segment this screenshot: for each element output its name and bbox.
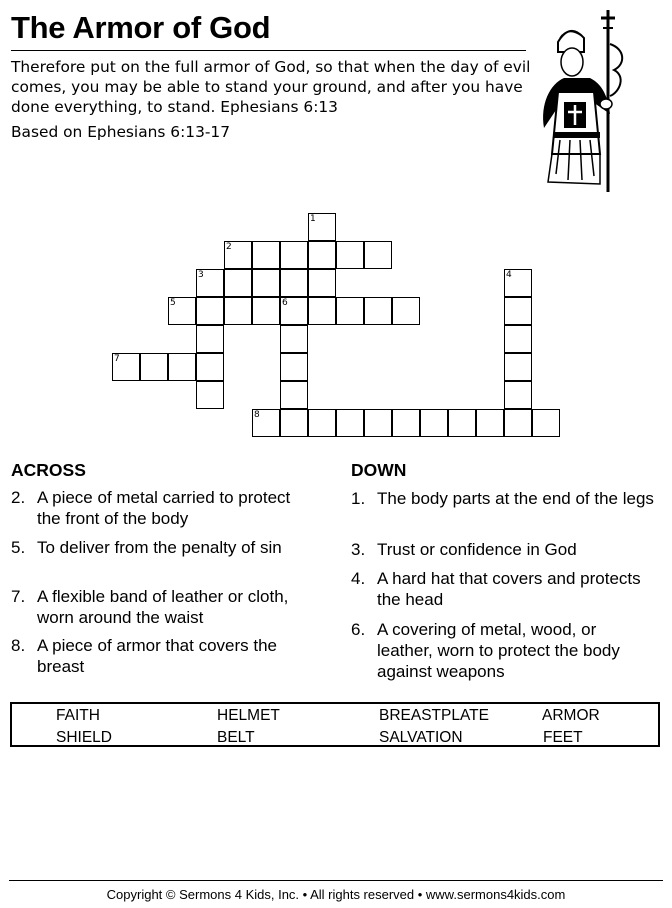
- scripture-verse: Therefore put on the full armor of God, so that when the day of evil comes, you may be able to stand your ground, and after you have done everything, to stand. Ephesians 6:13: [11, 58, 531, 116]
- down-clue-4: [351, 568, 656, 610]
- clue-text: Trust or confidence in God: [377, 540, 577, 559]
- title-divider: [11, 50, 526, 51]
- crossword-cell[interactable]: [504, 353, 532, 381]
- crossword-cell[interactable]: [196, 297, 224, 325]
- word-bank-item: BELT: [217, 729, 255, 746]
- footer-divider: [9, 880, 663, 881]
- clue-number: 2.: [11, 488, 26, 507]
- crossword-cell[interactable]: [252, 269, 280, 297]
- crossword-cell[interactable]: [280, 269, 308, 297]
- down-clue-1: [351, 488, 656, 509]
- page-title: The Armor of God: [11, 10, 271, 45]
- across-clue-7: [11, 586, 311, 628]
- cell-number: 2: [226, 242, 232, 252]
- crossword-cell[interactable]: [364, 409, 392, 437]
- clue-text: A piece of metal carried to protect the front of the body: [37, 488, 291, 528]
- crossword-cell[interactable]: [196, 269, 224, 297]
- down-heading: DOWN: [351, 460, 407, 480]
- crossword-cell[interactable]: [196, 381, 224, 409]
- crossword-cell[interactable]: [364, 297, 392, 325]
- cell-number: 8: [254, 410, 260, 420]
- across-clue-2: [11, 487, 311, 529]
- clue-number: 3.: [351, 540, 366, 559]
- word-bank-item: SHIELD: [56, 729, 112, 746]
- crossword-cell[interactable]: [252, 241, 280, 269]
- cell-number: 3: [198, 270, 204, 280]
- crossword-cell[interactable]: [280, 381, 308, 409]
- crossword-cell[interactable]: [280, 353, 308, 381]
- knight-illustration: [530, 4, 672, 194]
- crossword-cell[interactable]: [308, 297, 336, 325]
- across-heading: ACROSS: [11, 460, 86, 480]
- crossword-cell[interactable]: [336, 241, 364, 269]
- clue-number: 4.: [351, 569, 366, 588]
- crossword-cell[interactable]: [504, 269, 532, 297]
- crossword-cell[interactable]: [364, 241, 392, 269]
- crossword-cell[interactable]: [308, 269, 336, 297]
- crossword-cell[interactable]: [224, 241, 252, 269]
- crossword-cell[interactable]: [532, 409, 560, 437]
- crossword-cell[interactable]: [224, 297, 252, 325]
- scripture-reference: Based on Ephesians 6:13-17: [11, 123, 231, 141]
- crossword-cell[interactable]: [476, 409, 504, 437]
- crossword-cell[interactable]: [336, 297, 364, 325]
- word-bank-item: SALVATION: [379, 729, 463, 746]
- crossword-cell[interactable]: [224, 269, 252, 297]
- crossword-cell[interactable]: [308, 409, 336, 437]
- word-bank-item: FAITH: [56, 707, 100, 724]
- copyright-footer: Copyright © Sermons 4 Kids, Inc. • All rights reserved • www.sermons4kids.com: [106, 887, 566, 902]
- clue-text: A hard hat that covers and protects the head: [377, 569, 641, 609]
- crossword-cell[interactable]: [168, 297, 196, 325]
- down-clue-6: [351, 619, 656, 682]
- word-bank-item: FEET: [543, 729, 583, 746]
- crossword-cell[interactable]: [448, 409, 476, 437]
- across-clue-5: [11, 537, 311, 558]
- cell-number: 5: [170, 298, 176, 308]
- crossword-cell[interactable]: [392, 297, 420, 325]
- crossword-cell[interactable]: [504, 325, 532, 353]
- crossword-cell[interactable]: [504, 409, 532, 437]
- cell-number: 1: [310, 214, 316, 224]
- cell-number: 6: [282, 298, 288, 308]
- crossword-cell[interactable]: [280, 325, 308, 353]
- cell-number: 7: [114, 354, 120, 364]
- crossword-cell[interactable]: [168, 353, 196, 381]
- crossword-cell[interactable]: [140, 353, 168, 381]
- crossword-cell[interactable]: [308, 241, 336, 269]
- crossword-cell[interactable]: [280, 241, 308, 269]
- crossword-cell[interactable]: [196, 325, 224, 353]
- clue-text: A flexible band of leather or cloth, worn around the waist: [37, 587, 289, 627]
- crossword-cell[interactable]: [504, 381, 532, 409]
- clue-number: 6.: [351, 620, 366, 639]
- crossword-cell[interactable]: [252, 409, 280, 437]
- crossword-cell[interactable]: [252, 297, 280, 325]
- clue-number: 7.: [11, 587, 26, 606]
- crossword-cell[interactable]: [196, 353, 224, 381]
- clue-number: 5.: [11, 538, 26, 557]
- word-bank: [10, 702, 660, 747]
- crossword-cell[interactable]: [280, 297, 308, 325]
- clue-text: The body parts at the end of the legs: [377, 489, 654, 508]
- crossword-cell[interactable]: [392, 409, 420, 437]
- word-bank-item: ARMOR: [542, 707, 600, 724]
- down-clue-3: [351, 539, 656, 560]
- word-bank-item: BREASTPLATE: [379, 707, 489, 724]
- clue-number: 8.: [11, 636, 26, 655]
- crossword-cell[interactable]: [112, 353, 140, 381]
- clue-text: A piece of armor that covers the breast: [37, 636, 278, 676]
- crossword-cell[interactable]: [308, 213, 336, 241]
- clue-text: To deliver from the penalty of sin: [37, 538, 282, 557]
- word-bank-item: HELMET: [217, 707, 280, 724]
- clue-text: A covering of metal, wood, or leather, worn to protect the body against weapons: [377, 620, 620, 681]
- crossword-cell[interactable]: [504, 297, 532, 325]
- across-clue-8: [11, 635, 311, 677]
- clue-number: 1.: [351, 489, 366, 508]
- crossword-cell[interactable]: [280, 409, 308, 437]
- crossword-cell[interactable]: [420, 409, 448, 437]
- cell-number: 4: [506, 270, 512, 280]
- crossword-cell[interactable]: [336, 409, 364, 437]
